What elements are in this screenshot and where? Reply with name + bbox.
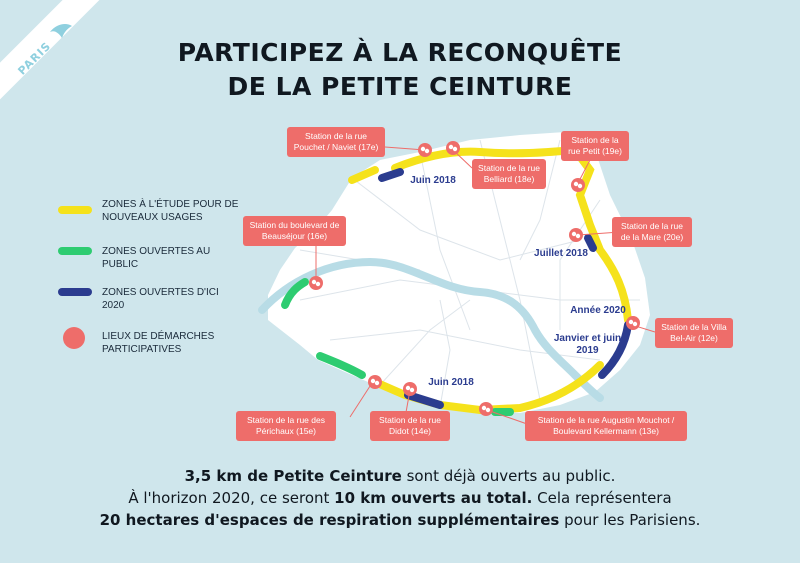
date-label-janvier-juin2019: Janvier et juin 2019 [553,333,622,356]
marker-didot-icon [403,382,417,396]
station-label-belair: Station de la Villa Bel-Air (12e) [655,318,733,348]
legend-label: ZONES OUVERTES AU PUBLIC [102,246,211,270]
marker-belliard-icon [446,141,460,155]
summary-line1 [0,465,800,487]
station-label-perichaux: Station de la rue des Périchaux (15e) [236,411,336,441]
marker-augustin-icon [479,402,493,416]
legend-green-swatch [58,247,92,255]
legend-blue-swatch [58,288,92,296]
summary-bold: 10 km ouverts au total. [334,489,533,507]
summary-bold: 3,5 km de Petite Ceinture [184,467,402,485]
summary-bold: 20 hectares d'espaces de respiration supplémentaires [99,511,560,529]
blue-zone-20e [588,238,593,248]
station-label-augustin: Station de la rue Augustin Mouchot / Boulevard Kellermann (13e) [525,411,687,441]
station-label-beausejour: Station du boulevard de Beauséjour (16e) [243,216,346,246]
date-label-juin2018-north: Juin 2018 [410,175,456,186]
date-label-juin2018-south: Juin 2018 [428,377,474,388]
station-label-pouchet: Station de la rue Pouchet / Naviet (17e) [287,127,385,157]
participatory-dot-icon [63,327,85,349]
legend-label: ZONES À L'ÉTUDE POUR DE NOUVEAUX USAGES [102,199,239,223]
marker-mare-icon [569,228,583,242]
station-label-petit: Station de la rue Petit (19e) [561,131,629,161]
blue-zone-nw [382,172,400,178]
legend-label: LIEUX DE DÉMARCHES PARTICIPATIVES [102,331,215,355]
marker-perichaux-icon [368,375,382,389]
marker-belair-icon [626,316,640,330]
summary-text: À l'horizon 2020, ce seront [128,489,335,507]
summary-line2 [0,487,800,509]
station-label-didot: Station de la rue Didot (14e) [370,411,450,441]
station-label-mare: Station de la rue de la Mare (20e) [612,217,692,247]
legend-label: ZONES OUVERTES D'ICI 2020 [102,287,219,311]
legend-yellow-swatch [58,206,92,214]
summary-text: Cela représentera [532,489,672,507]
summary-text: sont déjà ouverts au public. [401,467,616,485]
station-label-belliard: Station de la rue Belliard (18e) [472,159,546,189]
marker-beausejour-icon [309,276,323,290]
page-title-line2: DE LA PETITE CEINTURE [227,72,573,101]
summary-line3 [0,509,800,531]
date-label-annee2020: Année 2020 [570,305,626,316]
date-label-juillet2018: Juillet 2018 [534,248,588,259]
marker-pouchet-icon [418,143,432,157]
marker-petit-icon [571,178,585,192]
paris-brand-label: PARIS [15,39,54,78]
summary-text: pour les Parisiens. [559,511,701,529]
page-title-line1: PARTICIPEZ À LA RECONQUÊTE [177,38,623,67]
